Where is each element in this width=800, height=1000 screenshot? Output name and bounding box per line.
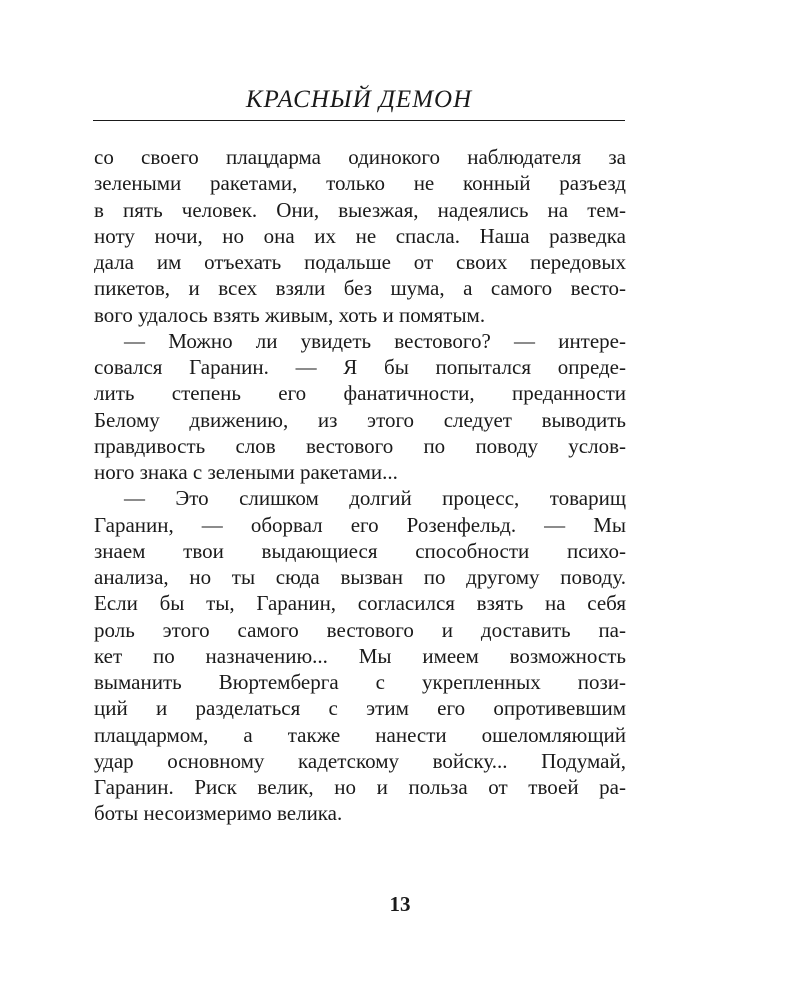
text-line: со своего плацдарма одинокого наблюдателя за	[94, 145, 626, 169]
text-line: ноту ночи, но она их не спасла. Наша разведка	[94, 223, 626, 248]
text-line: боты несоизмеримо велика.	[94, 801, 343, 826]
text-line: Если бы ты, Гаранин, согласился взять на себя	[94, 591, 626, 616]
text-line: выманить Вюртемберга с укрепленных пози-	[94, 670, 626, 694]
text-line: ций и разделаться с этим его опротивевшим	[94, 696, 626, 721]
text-line: правдивость слов вестового по поводу услов-	[94, 433, 626, 458]
text-line: Белому движению, из этого следует выводить	[94, 407, 626, 432]
text-line: — Можно ли увидеть вестового? — интере-	[124, 328, 626, 353]
header-rule	[93, 120, 625, 121]
text-line: ного знака с зелеными ракетами...	[94, 460, 398, 484]
text-line: роль этого самого вестового и доставить па-	[94, 617, 626, 642]
text-line: удар основному кадетскому войску... Подумай,	[94, 748, 626, 773]
page-number: 13	[389, 892, 411, 916]
body-text	[94, 144, 626, 827]
text-line: зелеными ракетами, только не конный разъезд	[94, 171, 626, 196]
text-line: лить степень его фанатичности, преданности	[94, 381, 626, 406]
text-line: знаем твои выдающиеся способности психо-	[94, 538, 626, 563]
text-line: дала им отъехать подальше от своих передовых	[94, 250, 626, 274]
text-line: анализа, но ты сюда вызван по другому поводу.	[94, 565, 626, 589]
text-line: Гаранин, — оборвал его Розенфельд. — Мы	[94, 512, 626, 537]
text-line: Гаранин. Риск велик, но и польза от твоей ра-	[94, 775, 626, 799]
text-line: плацдармом, а также нанести ошеломляющий	[94, 722, 626, 747]
text-line: кет по назначению... Мы имеем возможность	[94, 643, 626, 668]
text-line: в пять человек. Они, выезжая, надеялись на тем-	[94, 197, 626, 222]
text-line: — Это слишком долгий процесс, товарищ	[124, 486, 626, 511]
running-head: КРАСНЫЙ ДЕМОН	[245, 86, 473, 113]
text-line: пикетов, и всех взяли без шума, а самого весто-	[94, 276, 626, 301]
text-line: совался Гаранин. — Я бы попытался опреде-	[94, 355, 626, 379]
text-line: вого удалось взять живым, хоть и помятым.	[94, 302, 486, 327]
